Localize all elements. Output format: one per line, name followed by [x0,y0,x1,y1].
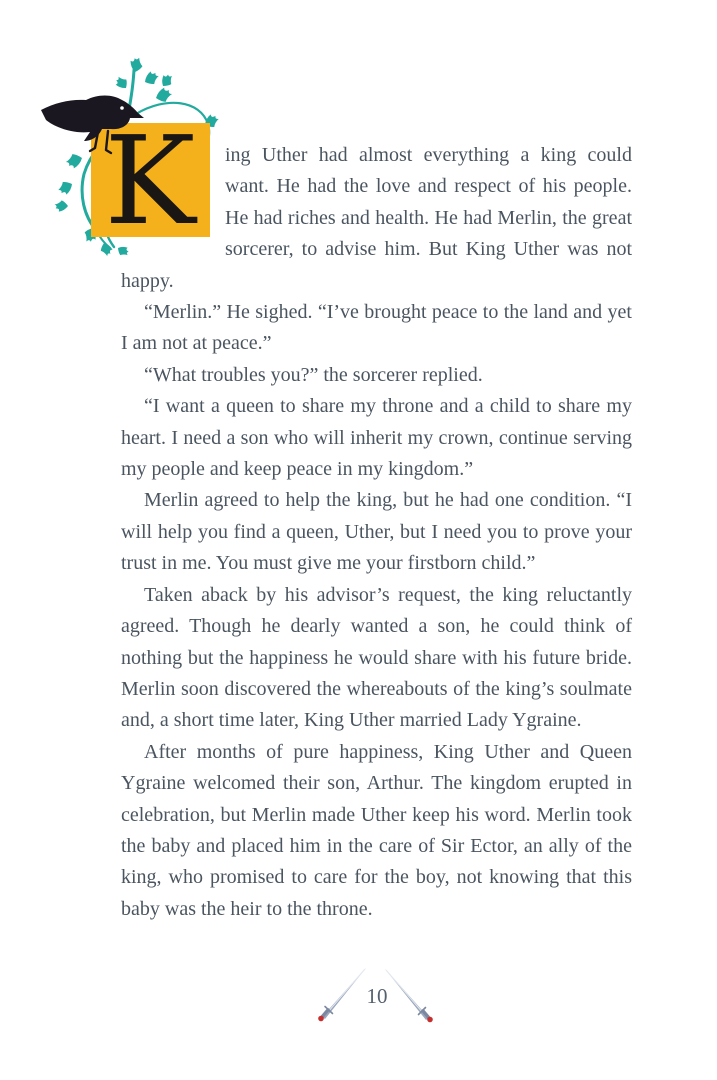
drop-cap-spacer [121,140,225,235]
story-paragraph: After months of pure happiness, King Uther and Queen Ygraine welcomed their son, Arthur. The kingdom erupted in celebration, but Merlin made Uther keep his word. Merlin took the baby and placed him in the care of Sir Ector, an ally of the king, who promised to care for the boy, not knowing that this baby was the heir to the throne. [121,740,632,920]
page-number: 10 [366,984,388,1008]
story-paragraph: Taken aback by his advisor’s request, the king reluctantly agreed. Though he dearly wanted a son, he could think of nothing but the happiness he would share with his future bride. Merlin soon discovered the whereabouts of the king’s soulmate and, a short time later, King Uther married Lady Ygraine. [121,583,632,732]
story-paragraph: ing Uther had almost everything a king could want. He had the love and respect of his people. He had riches and health. He had Merlin, the great sorcerer, to advise him. But King Uther was not happy. [121,140,632,297]
story-paragraph: “Merlin.” He sighed. “I’ve brought peace to the land and yet I am not at peace.” [121,301,632,355]
story-paragraph: Merlin agreed to help the king, but he had one condition. “I will help you find a queen, Uther, but I need you to prove your trust in me. You must give me your firstborn child.” [121,489,632,575]
story-paragraph: “I want a queen to share my throne and a child to share my heart. I need a son who will inherit my crown, continue serving my people and keep peace in my kingdom.” [121,395,632,481]
story-paragraph: “What troubles you?” the sorcerer replied. [144,363,483,386]
story-paragraphs [121,140,632,925]
drop-cap-letter: K [104,110,196,252]
